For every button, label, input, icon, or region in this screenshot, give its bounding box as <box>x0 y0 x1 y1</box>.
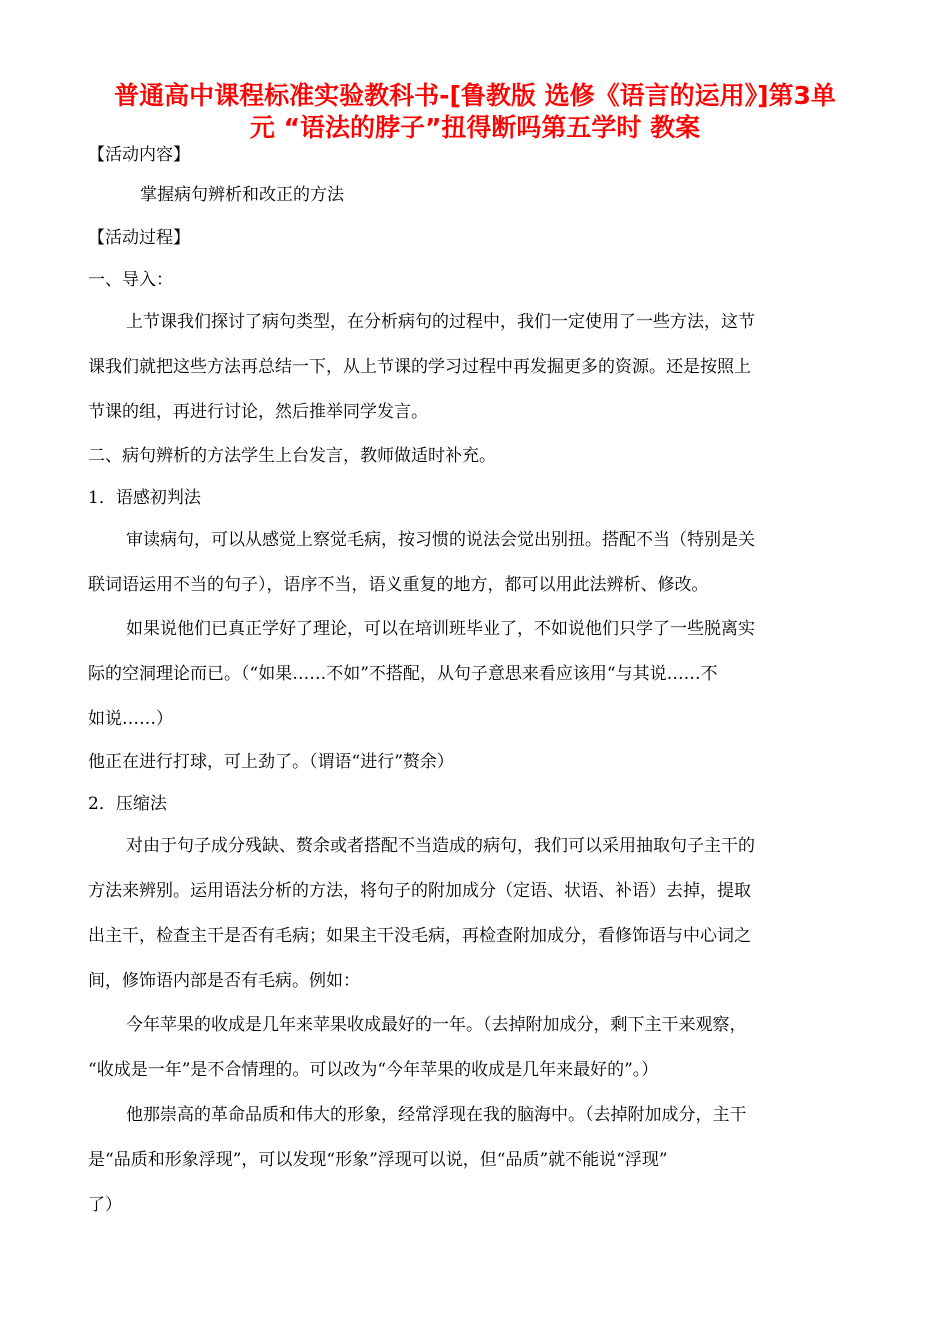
title-line-1: 普通高中课程标准实验教科书-[鲁教版 选修《语言的运用》]第3单 <box>114 81 836 110</box>
example-line: 了） <box>88 1195 122 1215</box>
example-line: 今年苹果的收成是几年来苹果收成最好的一年。（去掉附加成分，剩下主干来观察， <box>126 1015 747 1035</box>
section-heading-activity-process: 【活动过程】 <box>88 228 190 248</box>
heading-methods: 二、病句辨析的方法学生上台发言，教师做适时补充。 <box>88 446 496 466</box>
paragraph-line: 联词语运用不当的句子），语序不当，语义重复的地方，都可以用此法辨析、修改。 <box>88 575 709 595</box>
paragraph-line: 审读病句，可以从感觉上察觉毛病，按习惯的说法会觉出别扭。搭配不当（特别是关 <box>126 530 755 550</box>
heading-method-1: 1．语感初判法 <box>88 488 201 508</box>
section-heading-activity-content: 【活动内容】 <box>88 145 190 165</box>
document-title <box>70 80 880 144</box>
paragraph-line: 上节课我们探讨了病句类型，在分析病句的过程中，我们一定使用了一些方法，这节 <box>126 312 755 332</box>
paragraph-line: 间，修饰语内部是否有毛病。例如： <box>88 971 360 991</box>
paragraph-line: 节课的组，再进行讨论，然后推举同学发言。 <box>88 402 428 422</box>
heading-method-2: 2．压缩法 <box>88 794 167 814</box>
example-line: “收成是一年”是不合情理的。可以改为“今年苹果的收成是几年来最好的”。） <box>88 1060 659 1080</box>
example-line: 他那崇高的革命品质和伟大的形象，经常浮现在我的脑海中。（去掉附加成分，主干 <box>126 1105 747 1125</box>
example-line: 他正在进行打球，可上劲了。（谓语“进行”赘余） <box>88 752 454 772</box>
paragraph-line: 方法来辨别。运用语法分析的方法，将句子的附加成分（定语、状语、补语）去掉，提取 <box>88 881 751 901</box>
example-line: 际的空洞理论而已。（“如果……不如”不搭配，从句子意思来看应该用“与其说……不 <box>88 664 718 684</box>
paragraph-line: 课我们就把这些方法再总结一下，从上节课的学习过程中再发掘更多的资源。还是按照上 <box>88 357 751 377</box>
example-line: 是“品质和形象浮现”，可以发现“形象”浮现可以说，但“品质”就不能说“浮现” <box>88 1150 668 1170</box>
paragraph-line: 对由于句子成分残缺、赘余或者搭配不当造成的病句，我们可以采用抽取句子主干的 <box>126 836 755 856</box>
paragraph-line: 出主干，检查主干是否有毛病；如果主干没毛病，再检查附加成分，看修饰语与中心词之 <box>88 926 751 946</box>
title-line-2: 元 “语法的脖子”扭得断吗第五学时 教案 <box>249 113 701 142</box>
example-line: 如说……） <box>88 709 173 729</box>
heading-introduction: 一、导入： <box>88 270 173 290</box>
activity-content-text: 掌握病句辨析和改正的方法 <box>140 185 344 205</box>
example-line: 如果说他们已真正学好了理论，可以在培训班毕业了，不如说他们只学了一些脱离实 <box>126 619 755 639</box>
